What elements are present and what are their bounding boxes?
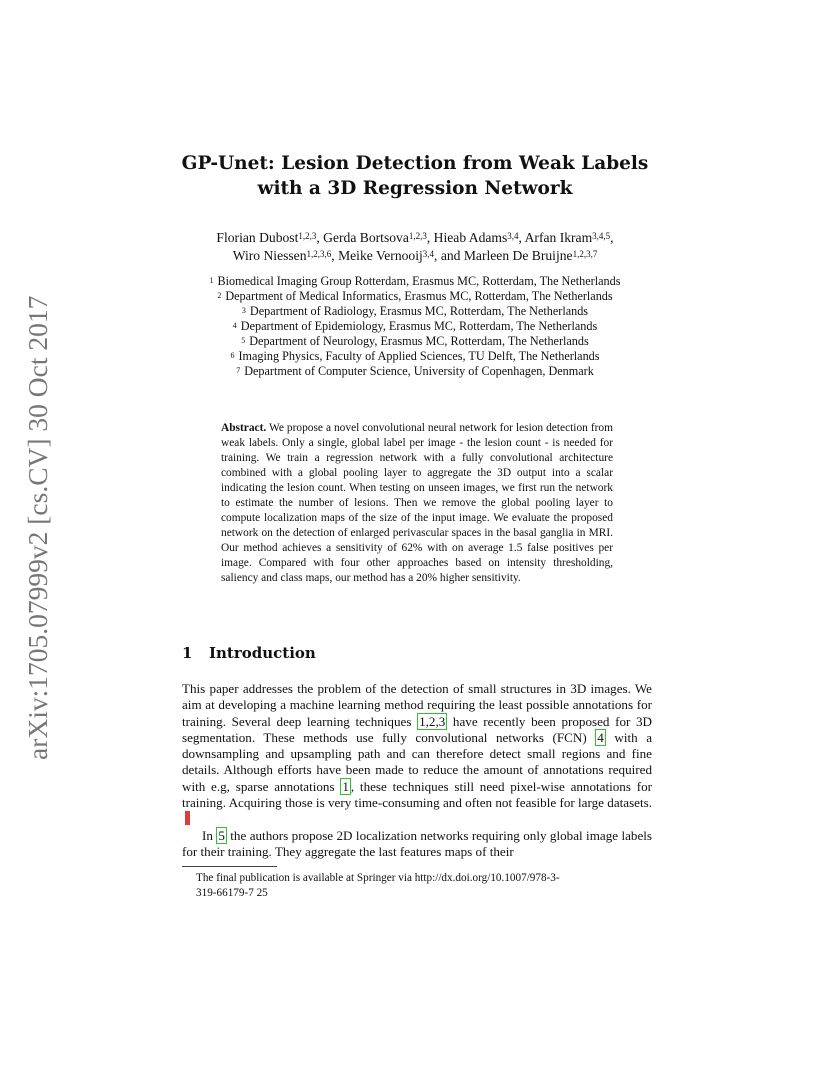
author-name: Meike Vernooij: [338, 248, 423, 263]
author-separator: ,: [316, 230, 324, 245]
author-list: [120, 229, 710, 265]
author-name: Gerda Bortsova: [323, 230, 409, 245]
footnote: [182, 871, 652, 901]
affiliation-text: Department of Neurology, Erasmus MC, Rotterdam, The Netherlands: [249, 334, 589, 348]
paper-title: [120, 151, 710, 201]
section-heading: [182, 644, 316, 662]
affiliation-text: Imaging Physics, Faculty of Applied Sciences, TU Delft, The Netherlands: [238, 349, 600, 363]
affiliation-item: [120, 289, 710, 304]
paragraph-text: have recently been proposed for 3D segmentation. These methods use fully convolutional networks (FCN): [182, 713, 653, 745]
abstract-text: We propose a novel convolutional neural network for lesion detection from weak labels. Only a single, global label per image - the lesion count - is needed for training. We train a regression network with a fully convolutional architecture combined with a global pooling layer to aggregate the 3D output into a scalar indicating the lesion count. When testing on unseen images, we first run the network to estimate the number of lesions. Then we remove the global pooling layer to compute localization maps of the size of the input image. We evaluate the proposed network on the detection of enlarged perivascular spaces in the basal ganglia in MRI. Our method achieves a sensitivity of 62% with on average 1.5 false positives per image. Compared with four other approaches based on intensity thresholding, saliency and class maps, our method has a 20% higher sensitivity.: [221, 422, 613, 584]
paragraph-text: the authors propose 2D localization networks requiring only global image labels for their training. They aggregate the last features maps of their: [182, 827, 653, 859]
arxiv-identifier-text: arXiv:1705.07999v2 [cs.CV] 30 Oct 2017: [22, 295, 53, 760]
paragraph: [182, 681, 652, 828]
affiliation-text: Biomedical Imaging Group Rotterdam, Erasmus MC, Rotterdam, The Netherlands: [217, 274, 621, 288]
affiliation-text: Department of Medical Informatics, Erasmus MC, Rotterdam, The Netherlands: [225, 289, 613, 303]
affiliation-number: 3: [241, 306, 246, 315]
affiliation-item: [120, 304, 710, 319]
affiliation-item: [120, 319, 710, 334]
paragraph-text: This paper addresses the problem of the detection of small structures in 3D images. We aim at developing a machine learning method requiring the least possible annotations for training. Several deep learning techniques: [182, 681, 652, 729]
author-affiliation: 3,4,5: [592, 231, 611, 241]
author-name: Marleen De Bruijne: [463, 248, 573, 263]
paragraph-text: with a downsampling and upsampling path and can therefore detect small regions and fine details. Although efforts have been made to reduce the amount of annotations required with e.g, sparse annotations: [182, 729, 652, 794]
author-separator: ,: [518, 230, 525, 245]
author-separator: ,: [331, 248, 339, 263]
abstract: [221, 421, 613, 586]
footnote-line-1: The final publication is available at Springer via http://dx.doi.org/10.1007/978-3-: [196, 872, 560, 884]
author-affiliation: 1,2,3,6: [306, 249, 332, 259]
affiliation-number: 2: [217, 291, 222, 300]
author-separator: , and: [434, 248, 464, 263]
author-affiliation: 1,2,3: [298, 231, 317, 241]
affiliation-list: [120, 274, 710, 379]
author-affiliation: 3,4: [507, 231, 519, 241]
affiliation-item: [120, 349, 710, 364]
affiliation-number: 5: [241, 336, 246, 345]
affiliation-item: [120, 364, 710, 379]
affiliation-number: 4: [232, 321, 237, 330]
affiliation-item: [120, 334, 710, 349]
affiliation-text: Department of Epidemiology, Erasmus MC, Rotterdam, The Netherlands: [240, 319, 598, 333]
affiliation-number: 1: [209, 276, 214, 285]
arxiv-identifier: [22, 290, 62, 760]
author-affiliation: 3,4: [422, 249, 435, 259]
section-title: Introduction: [209, 644, 316, 662]
footnote-rule: [182, 866, 277, 867]
affiliation-text: Department of Radiology, Erasmus MC, Rotterdam, The Netherlands: [249, 304, 589, 318]
author-separator: ,: [426, 230, 434, 245]
paragraph-text: , these techniques still need pixel-wise annotations for training. Acquiring those is very time-consuming and often not feasible for large datasets.: [182, 778, 652, 811]
citation-link[interactable]: 1: [342, 778, 349, 794]
abstract-label: Abstract.: [221, 422, 267, 434]
author-name: Florian Dubost: [216, 230, 299, 245]
body-text: [182, 681, 652, 860]
author-line-2: [120, 247, 710, 265]
author-name: Wiro Niessen: [232, 248, 307, 263]
text-cursor: [185, 811, 190, 825]
author-name: Arfan Ikram: [524, 230, 593, 245]
author-line-1: [120, 229, 710, 247]
section-number: 1: [182, 644, 193, 662]
title-line-1: GP-Unet: Lesion Detection from Weak Labels: [181, 153, 649, 174]
affiliation-number: 7: [236, 366, 241, 375]
paragraph: [182, 828, 652, 861]
author-separator: ,: [610, 230, 614, 245]
citation-link[interactable]: 1,2,3: [419, 713, 446, 729]
citation-link[interactable]: 4: [597, 729, 604, 745]
title-line-2: with a 3D Regression Network: [257, 178, 573, 199]
affiliation-text: Department of Computer Science, University of Copenhagen, Denmark: [244, 364, 594, 378]
author-affiliation: 1,2,3,7: [572, 249, 598, 259]
citation-link[interactable]: 5: [218, 827, 225, 843]
affiliation-item: [120, 274, 710, 289]
affiliation-number: 6: [230, 351, 235, 360]
paragraph-text: In: [202, 827, 217, 843]
footnote-line-2: 319-66179-7 25: [196, 887, 268, 899]
author-affiliation: 1,2,3: [408, 231, 427, 241]
author-name: Hieab Adams: [433, 230, 508, 245]
